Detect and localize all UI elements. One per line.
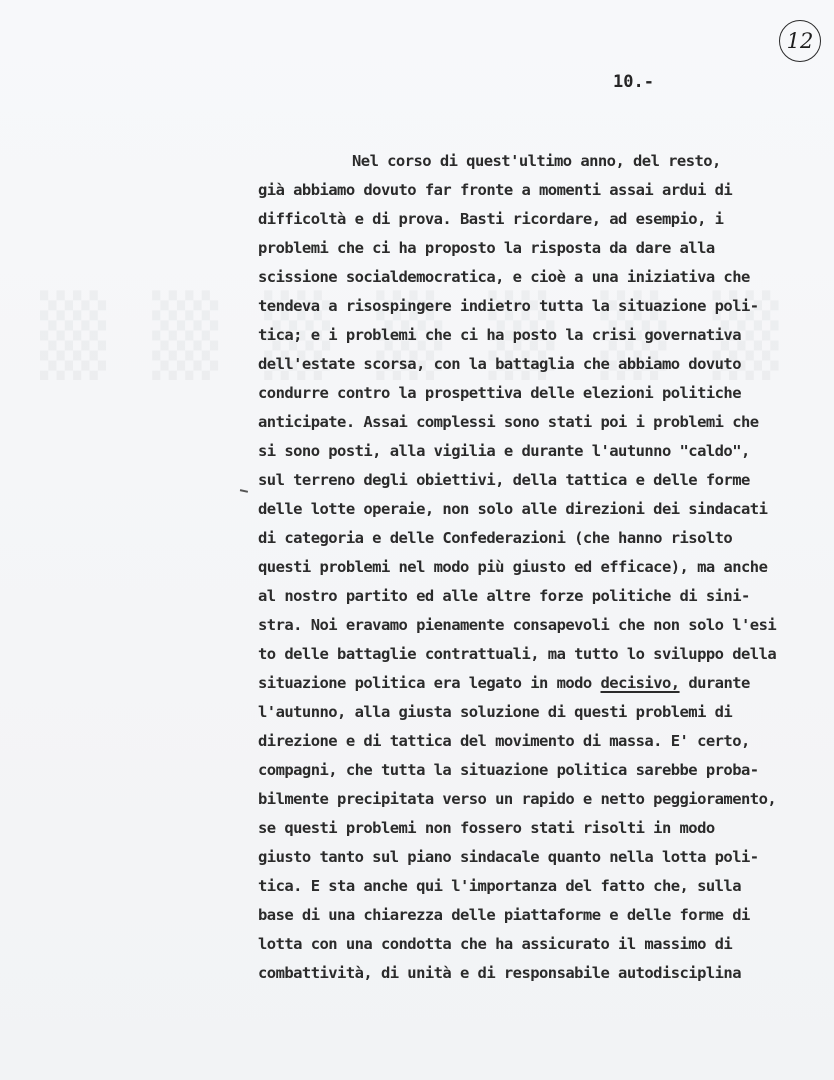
text-line: l'autunno, alla giusta soluzione di questi problemi di [258,703,733,721]
text-line [258,670,750,696]
page-number: 10.- [613,72,654,92]
text-line: combattività, di unità e di responsabile autodisciplina [258,964,741,982]
text-line: tendeva a risospingere indietro tutta la situazione poli- [258,297,759,315]
text-line: si sono posti, alla vigilia e durante l'autunno "caldo", [258,442,750,460]
text-line: anticipate. Assai complessi sono stati poi i problemi che [258,413,759,431]
text-line: bilmente precipitata verso un rapido e netto peggioramento, [258,790,777,808]
text-line: condurre contro la prospettiva delle elezioni politiche [258,384,741,402]
text-line: delle lotte operaie, non solo alle direzioni dei sindacati [258,500,768,518]
text-line: giusto tanto sul piano sindacale quanto nella lotta poli- [258,848,759,866]
text-line: stra. Noi eravamo pienamente consapevoli che non solo l'esi [258,616,777,634]
underlined-word: decisivo, [600,674,680,692]
page-stamp [779,20,821,62]
text-line: sul terreno degli obiettivi, della tattica e delle forme [258,471,750,489]
text-line: to delle battaglie contrattuali, ma tutto lo sviluppo della [258,645,777,663]
text-line: problemi che ci ha proposto la risposta da dare alla [258,239,715,257]
text-line: di categoria e delle Confederazioni (che hanno risolto [258,529,733,547]
text-line: questi problemi nel modo più giusto ed efficace), ma anche [258,558,768,576]
text-span: situazione politica era legato in modo [258,674,601,692]
text-line: Nel corso di quest'ultimo anno, del resto, [352,152,721,170]
text-line: dell'estate scorsa, con la battaglia che abbiamo dovuto [258,355,741,373]
text-line: tica; e i problemi che ci ha posto la crisi governativa [258,326,741,344]
text-line: base di una chiarezza delle piattaforme e delle forme di [258,906,750,924]
text-span: durante [679,674,750,692]
text-line: compagni, che tutta la situazione politica sarebbe proba- [258,761,759,779]
stray-pen-mark [240,489,248,492]
stamp-number: 12 [786,29,814,53]
text-line: se questi problemi non fossero stati risolti in modo [258,819,715,837]
text-line: difficoltà e di prova. Basti ricordare, ad esempio, i [258,210,724,228]
text-line: tica. E sta anche qui l'importanza del fatto che, sulla [258,877,741,895]
text-line: al nostro partito ed alle altre forze politiche di sini- [258,587,750,605]
text-line: scissione socialdemocratica, e cioè a una iniziativa che [258,268,750,286]
text-line: già abbiamo dovuto far fronte a momenti assai ardui di [258,181,733,199]
text-line: direzione e di tattica del movimento di massa. E' certo, [258,732,750,750]
text-line: lotta con una condotta che ha assicurato il massimo di [258,935,733,953]
